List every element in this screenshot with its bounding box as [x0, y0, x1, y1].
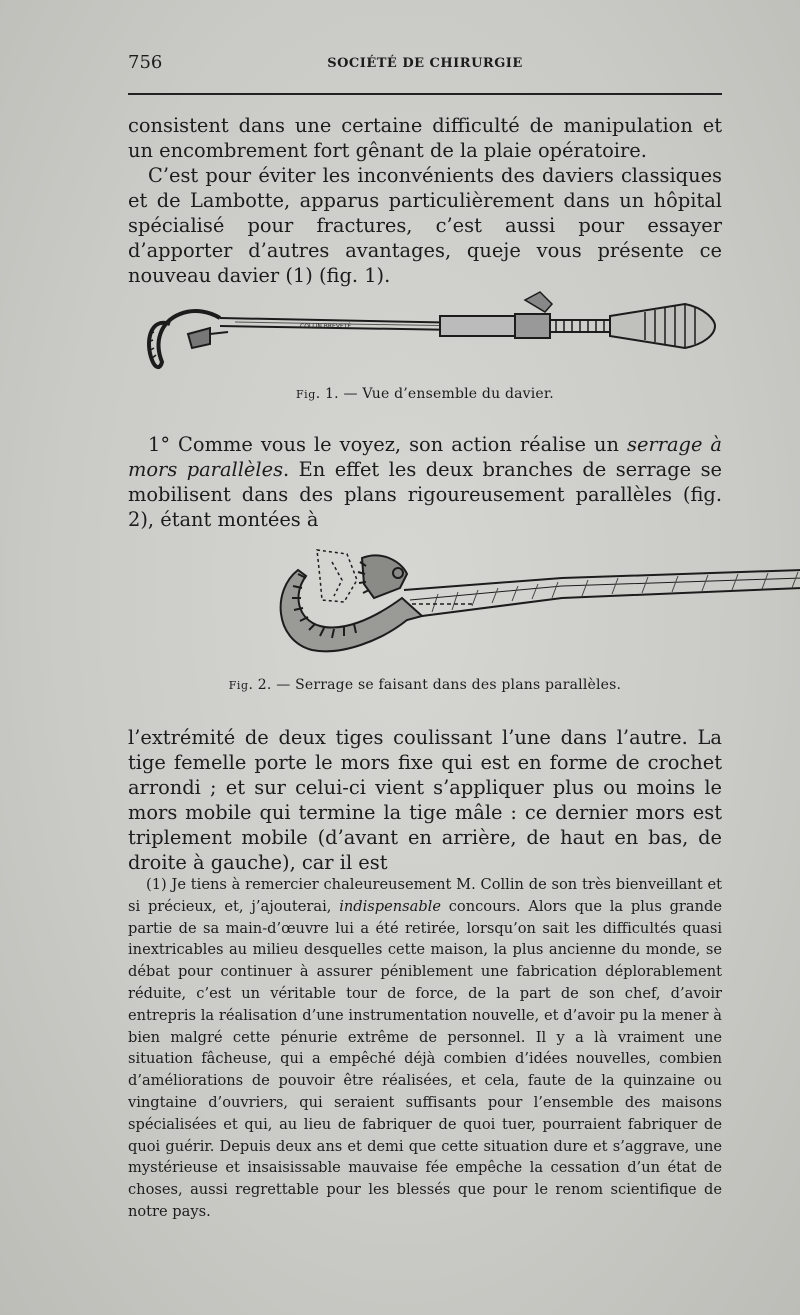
figure-2-caption-text: — Serrage se faisant dans des plans parallèles. — [271, 677, 622, 693]
footnote-start: (1) Je tiens à remercier chaleureusement M. Collin de son très bienveillant et si précieux, et, j’ajouterai, — [128, 876, 722, 915]
figure-1-label: Fig — [296, 388, 316, 401]
paragraph-motivation: C’est pour éviter les inconvénients des daviers classiques et de Lambotte, apparus particulièrement dans un hôpital spécialisé pour fractures, c’est aussi pour essayer d’apporter d’autres avantages, queje vous présente ce nouveau davier (1) (fig. 1). — [128, 164, 722, 287]
figure-2-jaw-illustration — [262, 540, 800, 665]
paragraph-parallel-jaws-end: . En effet les deux branches de serrage se mobilisent dans des plans rigoureusement parallèles (fig. 2), étant montées à — [128, 458, 722, 531]
footnote-emphasis: indispensable — [339, 897, 441, 915]
figure-1-number: . 1. — [315, 386, 339, 402]
page-number: 756 — [128, 52, 163, 73]
paragraph-continuation: consistent dans une certaine difficulté de manipulation et un encombrement fort gênant de la plaie opératoire. — [128, 114, 722, 162]
text-block-bottom — [128, 725, 722, 875]
figure-2-number: . 2. — [248, 677, 272, 693]
figure-2-caption — [128, 677, 722, 693]
figure-1-caption — [128, 386, 722, 402]
footnote — [128, 874, 722, 1223]
figure-1-forceps-illustration — [140, 282, 720, 372]
running-head: SOCIÉTÉ DE CHIRURGIE — [327, 56, 523, 71]
text-block-top — [128, 113, 722, 288]
figure-1-engraving: COLLIN BREVETÉ — [300, 323, 352, 330]
text-block-middle — [128, 432, 722, 532]
figure-2-label: Fig — [228, 679, 249, 692]
page-header — [128, 50, 722, 80]
footnote-end: concours. Alors que la plus grande partie de sa main-d’œuvre lui a été retirée, lorsqu’on sait les difficultés quasi inextricables au milieu desquelles cette maison, la plus ancienne du monde, se débat pour continuer à assurer péniblement une fabrication déplorablement réduite, c’est un véritable tour de force, de la part de son chef, d’avoir entrepris la réalisation d’une instrumentation nouvelle, et d’avoir pu la mener à bien malgré cette pénurie extrême de personnel. Il y a là vraiment une situation fâcheuse, qui a empêché déjà combien d’idées nouvelles, combien d’améliorations de pouvoir être réalisées, et cela, faute de la quinzaine ou vingtaine d’ouvriers, qui seraient suffisants pour l’ensemble des maisons spécialisées et qui, au lieu de fabriquer de quoi tuer, pourraient fabriquer de quoi guérir. Depuis deux ans et demi que cette situation dure et s’aggrave, une mystérieuse et insaisissable mauvaise fée empêche la cessation d’un état de choses, aussi regrettable pour les blessés que pour le renom scientifique de notre pays. — [128, 897, 722, 1220]
paragraph-parallel-jaws — [128, 432, 722, 532]
figure-1-caption-text: — Vue d’ensemble du davier. — [338, 386, 554, 402]
paragraph-parallel-jaws-emphasis: serrage à mors parallèles — [128, 433, 722, 481]
paragraph-parallel-jaws-start: 1° Comme vous le voyez, son action réalise un — [148, 433, 627, 456]
header-rule — [128, 93, 722, 95]
paragraph-mechanism: l’extrémité de deux tiges coulissant l’une dans l’autre. La tige femelle porte le mors fixe qui est en forme de crochet arrondi ; et sur celui-ci vient s’appliquer plus ou moins le mors mobile qui termine la tige mâle : ce dernier mors est triplement mobile (d’avant en arrière, de haut en bas, de droite à gauche), car il est — [128, 726, 722, 874]
